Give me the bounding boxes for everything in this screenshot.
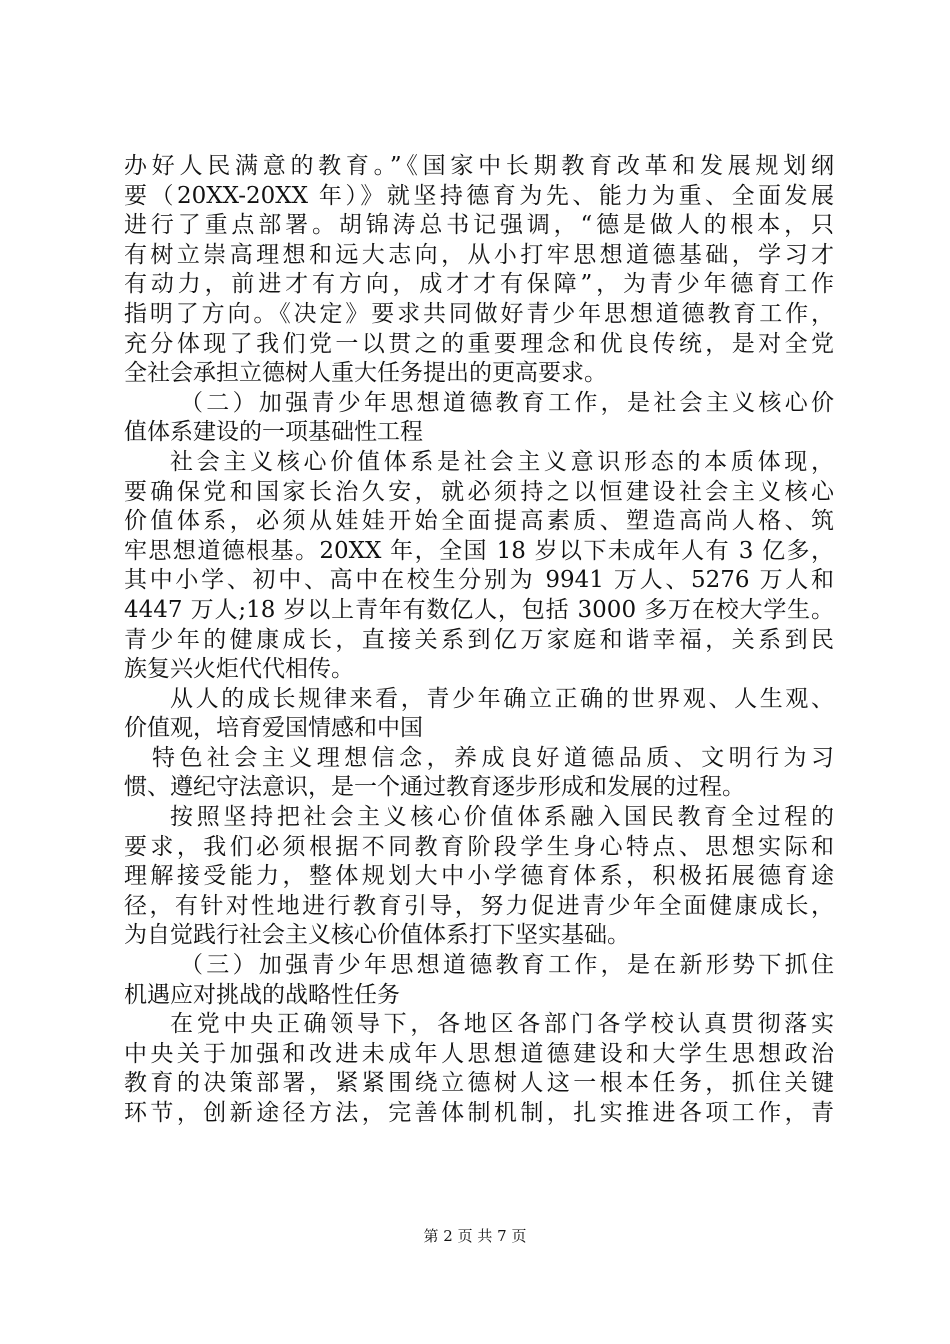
text-line: 惯、遵纪守法意识，是一个通过教育逐步形成和发展的过程。 — [124, 774, 745, 801]
text-line: 价值体系，必须从娃娃开始全面提高素质、塑造高尚人格、筑 — [124, 508, 834, 535]
text-line: 社会主义核心价值体系是社会主义意识形态的本质体现， — [170, 448, 834, 475]
text-line: 按照坚持把社会主义核心价值体系融入国民教育全过程的 — [170, 804, 834, 831]
document-body — [124, 152, 834, 1129]
text-line: 径，有针对性地进行教育引导，努力促进青少年全面健康成长， — [124, 892, 834, 919]
section-heading: （二）加强青少年思想道德教育工作，是社会主义核心价 — [180, 389, 834, 416]
text-line: 在党中央正确领导下，各地区各部门各学校认真贯彻落实 — [170, 1011, 834, 1038]
text-line: 从人的成长规律来看，青少年确立正确的世界观、人生观、 — [170, 685, 834, 712]
section-heading: 机遇应对挑战的战略性任务 — [124, 981, 400, 1008]
text-line: 教育的决策部署，紧紧围绕立德树人这一根本任务，抓住关键 — [124, 1070, 834, 1097]
text-line: 为自觉践行社会主义核心价值体系打下坚实基础。 — [124, 922, 630, 949]
section-heading: （三）加强青少年思想道德教育工作，是在新形势下抓住 — [180, 952, 834, 979]
text-line: 有树立崇高理想和远大志向，从小打牢思想道德基础，学习才 — [124, 241, 834, 268]
text-line: 环节，创新途径方法，完善体制机制，扎实推进各项工作，青 — [124, 1100, 834, 1126]
text-line: 青少年的健康成长，直接关系到亿万家庭和谐幸福，关系到民 — [124, 626, 834, 653]
text-line: 进行了重点部署。胡锦涛总书记强调，“德是做人的根本，只 — [124, 212, 834, 239]
text-line: 特色社会主义理想信念，养成良好道德品质、文明行为习 — [152, 744, 834, 771]
text-line: 指明了方向。《决定》要求共同做好青少年思想道德教育工作， — [124, 300, 834, 327]
text-line: 有动力，前进才有方向，成才才有保障”，为青少年德育工作 — [124, 271, 834, 298]
text-line: 要确保党和国家长治久安，就必须持之以恒建设社会主义核心 — [124, 478, 834, 505]
text-line: 办好人民满意的教育。”《国家中长期教育改革和发展规划纲 — [124, 153, 834, 179]
text-line: 要求，我们必须根据不同教育阶段学生身心特点、思想实际和 — [124, 833, 834, 860]
text-line: 4447 万人;18 岁以上青年有数亿人，包括 3000 多万在校大学生。 — [124, 596, 834, 623]
text-line: 理解接受能力，整体规划大中小学德育体系，积极拓展德育途 — [124, 863, 834, 890]
text-line: 要（20XX-20XX 年）》就坚持德育为先、能力为重、全面发展 — [124, 182, 834, 209]
text-line: 族复兴火炬代代相传。 — [124, 656, 354, 683]
text-line: 其中小学、初中、高中在校生分别为 9941 万人、5276 万人和 — [124, 567, 834, 594]
text-line: 牢思想道德根基。20XX 年，全国 18 岁以下未成年人有 3 亿多， — [124, 537, 834, 564]
text-line: 价值观，培育爱国情感和中国 — [124, 715, 423, 742]
text-line: 中央关于加强和改进未成年人思想道德建设和大学生思想政治 — [124, 1040, 834, 1067]
text-line: 全社会承担立德树人重大任务提出的更高要求。 — [124, 360, 607, 387]
page-number-footer: 第 2 页 共 7 页 — [423, 1227, 527, 1245]
text-line: 充分体现了我们党一以贯之的重要理念和优良传统，是对全党 — [124, 330, 834, 357]
section-heading: 值体系建设的一项基础性工程 — [124, 419, 423, 446]
